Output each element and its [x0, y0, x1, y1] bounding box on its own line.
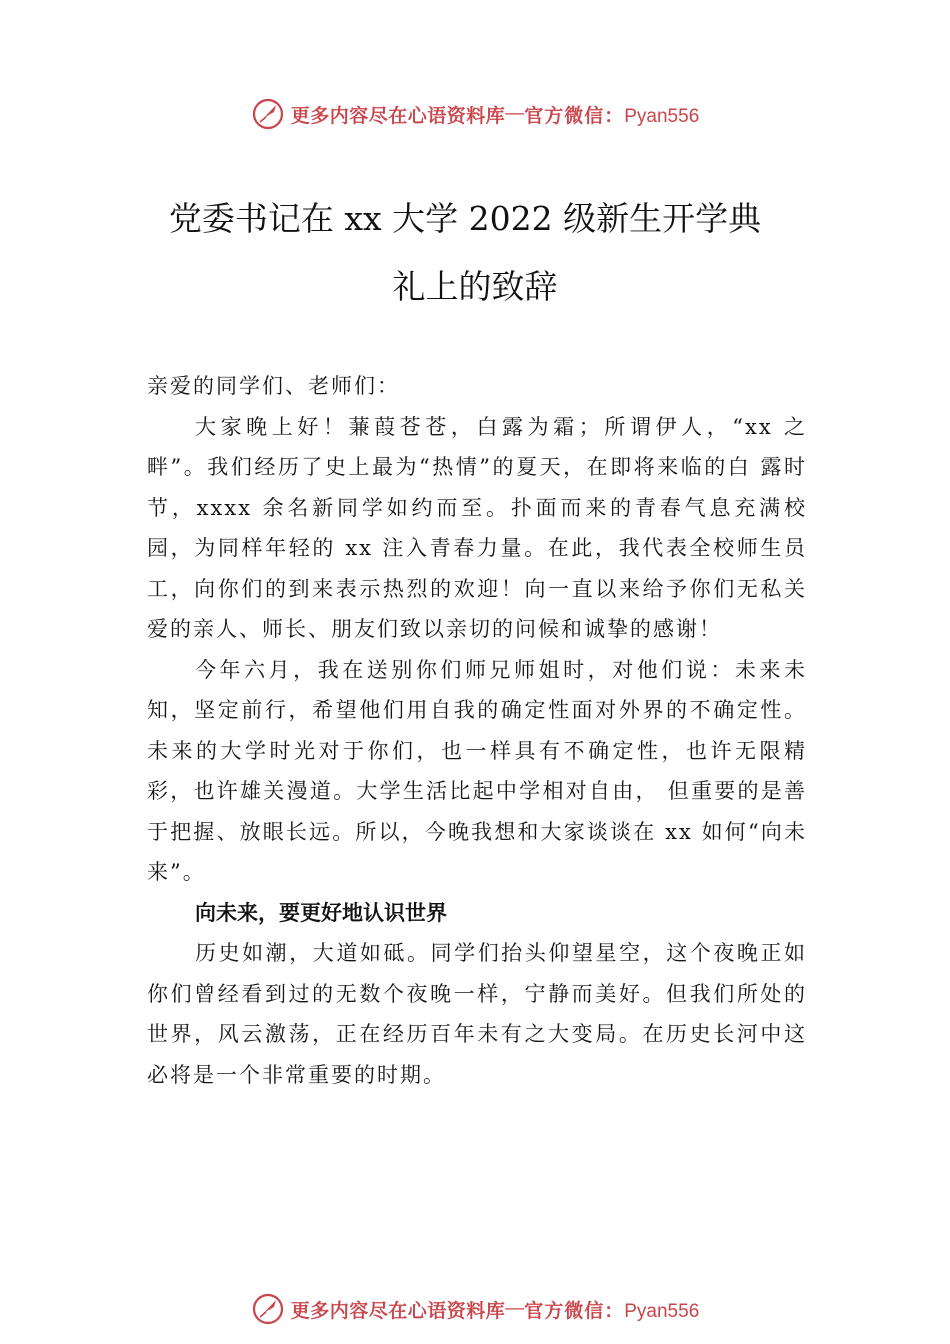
header-watermark — [0, 94, 950, 134]
document-body — [147, 366, 807, 1095]
section-heading: 向未来，要更好地认识世界 — [195, 900, 447, 925]
paragraph-1: 大家晚上好！蒹葭苍苍，白露为霜；所谓伊人，“xx 之畔”。我们经历了史上最为“热情”的夏天，在即将来临的白 露时节，xxxx 余名新同学如约而至。扑面而来的青春气息充满校园，为同样年轻的 xx 注入青春力量。在此，我代表全校师生员工，向你们的到来表示热烈的欢迎！向一直以来给予你们无私关爱的亲人、师长、朋友们致以亲切的问候和诚挚的感谢！ — [147, 414, 807, 641]
watermark-brand: 更多内容尽在心语资料库 — [290, 104, 506, 127]
quill-pen-icon — [251, 97, 285, 131]
paragraph-2: 今年六月，我在送别你们师兄师姐时，对他们说：未来未知，坚定前行，希望他们用自我的确定性面对外界的不确定性。未来的大学时光对于你们，也一样具有不确定性，也许无限精彩，也许雄关漫道。大学生活比起中学相对自由， 但重要的是善于把握、放眼长远。所以，今晚我想和大家谈谈在 xx 如何“向未来”。 — [147, 657, 807, 884]
watermark-contact-label: 官方微信： — [524, 1299, 625, 1322]
watermark-dash: — — [505, 103, 525, 124]
quill-pen-icon — [251, 1292, 285, 1326]
watermark-contact — [524, 1296, 699, 1323]
footer-watermark — [0, 1289, 950, 1329]
watermark-contact-id: Pyan556 — [624, 1300, 700, 1322]
watermark-contact-id: Pyan556 — [624, 105, 700, 127]
watermark-contact-label: 官方微信： — [524, 104, 625, 127]
watermark-contact — [524, 101, 699, 128]
salutation: 亲爱的同学们、老师们： — [147, 374, 400, 398]
watermark-dash: — — [505, 1298, 525, 1319]
document-title-line-2: 礼上的致辞 — [392, 267, 558, 306]
paragraph-3: 历史如潮，大道如砥。同学们抬头仰望星空，这个夜晚正如你们曾经看到过的无数个夜晚一样，宁静而美好。但我们所处的世界，风云激荡，正在经历百年未有之大变局。在历史长河中这必将是一个非常重要的时期。 — [147, 941, 807, 1087]
document-title-line-1: 党委书记在 xx 大学 2022 级新生开学典 — [168, 199, 762, 238]
watermark-brand: 更多内容尽在心语资料库 — [290, 1299, 506, 1322]
